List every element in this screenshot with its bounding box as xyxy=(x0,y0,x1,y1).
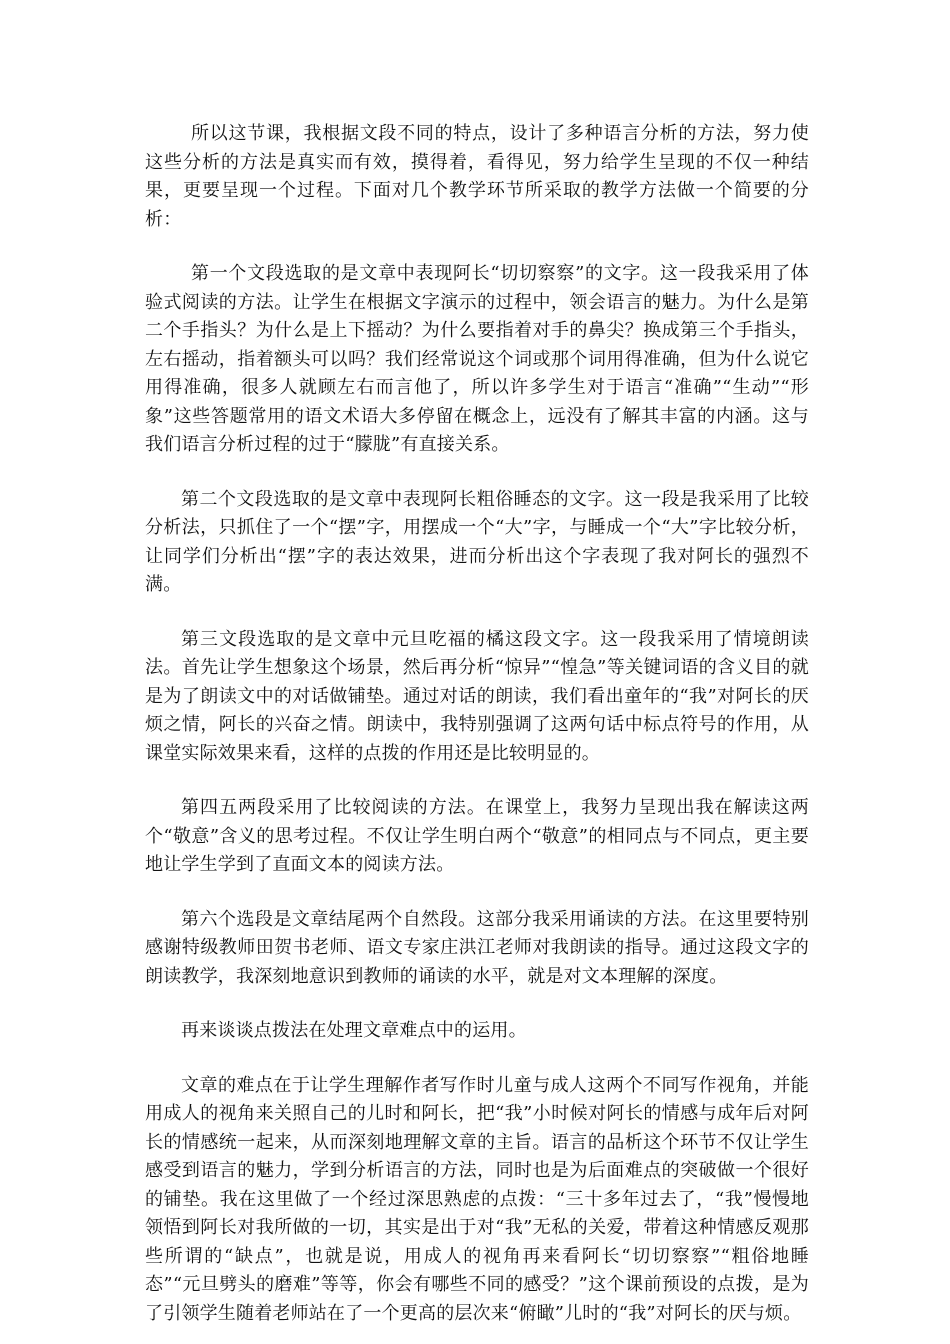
paragraph-segment-two: 第二个文段选取的是文章中表现阿长粗俗睡态的文字。这一段是我采用了比较分析法，只抓住了一个“摆”字，用摆成一个“大”字，与睡成一个“大”字比较分析，让同学们分析出“摆”字的表达效果，进而分析出这个字表现了我对阿长的强烈不满。 xyxy=(145,488,809,595)
paragraph-segment-four-five: 第四五两段采用了比较阅读的方法。在课堂上，我努力呈现出我在解读这两个“敬意”含义的思考过程。不仅让学生明白两个“敬意”的相同点与不同点，更主要地让学生学到了直面文本的阅读方法。 xyxy=(145,797,809,875)
paragraph-intro: 所以这节课，我根据文段不同的特点，设计了多种语言分析的方法，努力使这些分析的方法是真实而有效，摸得着，看得见，努力给学生呈现的不仅一种结果，更要呈现一个过程。下面对几个教学环节所采取的教学方法做一个简要的分析： xyxy=(145,123,809,230)
document-page xyxy=(145,120,809,1328)
paragraph-transition: 再来谈谈点拨法在处理文章难点中的运用。 xyxy=(181,1020,527,1041)
paragraph-difficulty: 文章的难点在于让学生理解作者写作时儿童与成人这两个不同写作视角，并能用成人的视角来关照自己的儿时和阿长，把“我”小时候对阿长的情感与成年后对阿长的情感统一起来，从而深刻地理解文章的主旨。语言的品析这个环节不仅让学生感受到语言的魅力，学到分析语言的方法，同时也是为后面难点的突破做一个很好的铺垫。我在这里做了一个经过深思熟虑的点拨：“三十多年过去了，“我”慢慢地领悟到阿长对我所做的一切，其实是出于对“我”无私的关爱，带着这种情感反观那些所谓的“缺点”，也就是说，用成人的视角再来看阿长“切切察察”“粗俗地睡态”“元旦劈头的磨难”等等，你会有哪些不同的感受？”这个课前预设的点拨，是为了引领学生随着老师站在了一个更高的层次来“俯瞰”儿时的“我”对阿长的厌与烦。 xyxy=(145,1074,809,1324)
paragraph-segment-six: 第六个选段是文章结尾两个自然段。这部分我采用诵读的方法。在这里要特别感谢特级教师田贺书老师、语文专家庄洪江老师对我朗读的指导。通过这段文字的朗读教学，我深刻地意识到教师的诵读的水平，就是对文本理解的深度。 xyxy=(145,908,809,987)
paragraph-segment-three: 第三文段选取的是文章中元旦吃福的橘这段文字。这一段我采用了情境朗读法。首先让学生想象这个场景，然后再分析“惊异”“惶急”等关键词语的含义目的就是为了朗读文中的对话做铺垫。通过对话的朗读，我们看出童年的“我”对阿长的厌烦之情，阿长的兴奋之情。朗读中，我特别强调了这两句话中标点符号的作用，从课堂实际效果来看，这样的点拨的作用还是比较明显的。 xyxy=(145,628,809,764)
paragraph-segment-one: 第一个文段选取的是文章中表现阿长“切切察察”的文字。这一段我采用了体验式阅读的方法。让学生在根据文字演示的过程中，领会语言的魅力。为什么是第二个手指头？为什么是上下摇动？为什么要指着对手的鼻尖？换成第三个手指头，左右摇动，指着额头可以吗？我们经常说这个词或那个词用得准确，但为什么说它用得准确，很多人就顾左右而言他了，所以许多学生对于语言“准确”“生动”“形象”这些答题常用的语文术语大多停留在概念上，远没有了解其丰富的内涵。这与我们语言分析过程的过于“朦胧”有直接关系。 xyxy=(145,263,809,455)
